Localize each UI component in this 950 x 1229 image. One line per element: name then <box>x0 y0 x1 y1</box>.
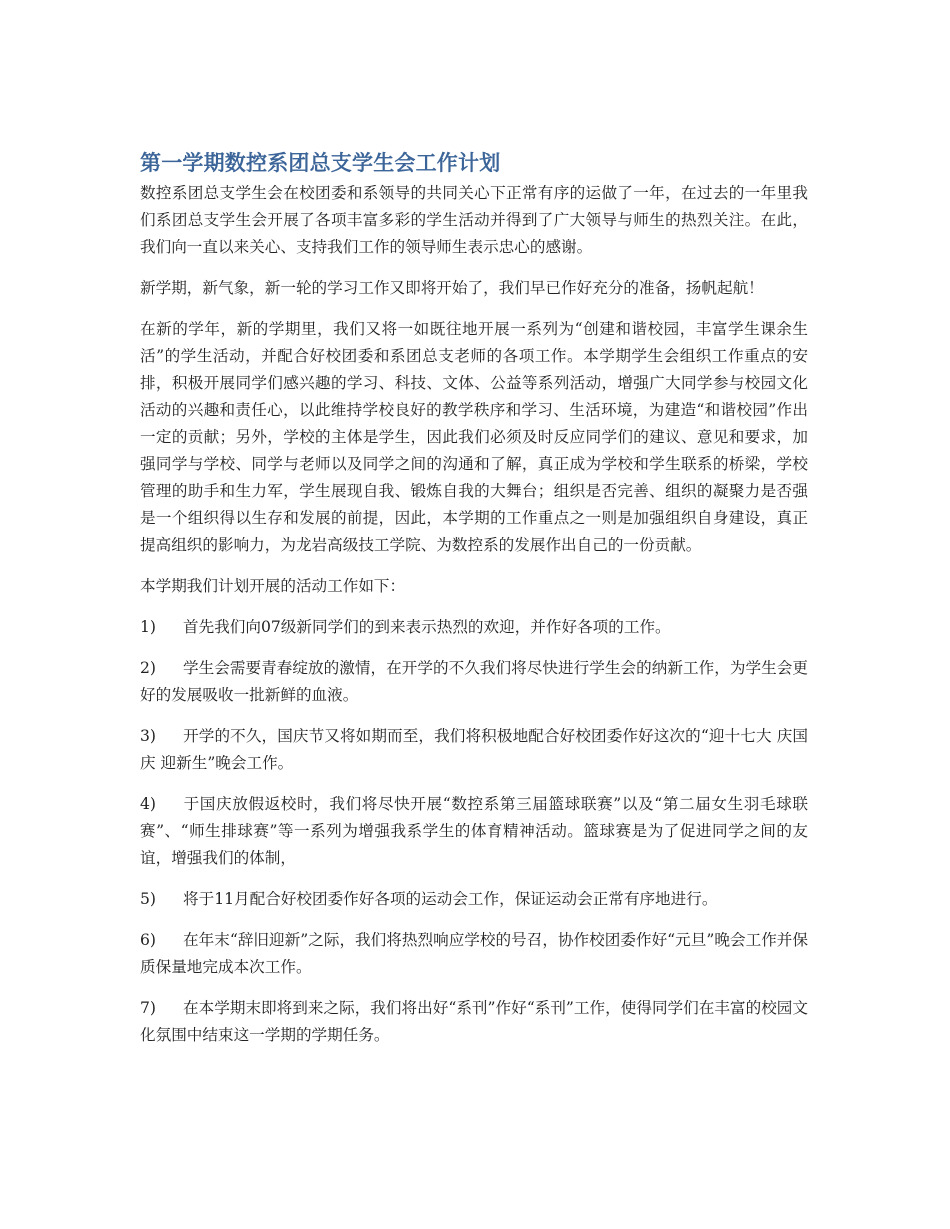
list-item <box>140 995 808 1049</box>
list-item <box>140 723 808 777</box>
list-item-number: 6) <box>140 931 157 949</box>
activity-list-intro: 本学期我们计划开展的活动工作如下： <box>140 577 406 595</box>
list-item-number: 7) <box>140 999 157 1017</box>
list-item-number: 3) <box>140 727 157 745</box>
list-item-number: 2) <box>140 659 157 677</box>
list-item-text: 于国庆放假返校时，我们将尽快开展“数控系第三届篮球联赛”以及“第二届女生羽毛球联赛”、“师生排球赛”等一系列为增强我系学生的体育精神活动。篮球赛是为了促进同学之间的友谊，增强我们的体制， <box>140 795 808 867</box>
list-item <box>140 886 808 913</box>
intro-paragraph: 数控系团总支学生会在校团委和系领导的共同关心下正常有序的运做了一年，在过去的一年里我们系团总支学生会开展了各项丰富多彩的学生活动并得到了广大领导与师生的热烈关注。在此，我们向一直以来关心、支持我们工作的领导师生表示忠心的感谢。 <box>140 184 808 256</box>
list-item <box>140 655 808 709</box>
list-item-text: 在年末“辞旧迎新”之际，我们将热烈响应学校的号召，协作校团委作好“元旦”晚会工作并保质保量地完成本次工作。 <box>140 931 808 976</box>
list-item-text: 将于11月配合好校团委作好各项的运动会工作，保证运动会正常有序地进行。 <box>183 890 718 908</box>
list-item-text: 开学的不久，国庆节又将如期而至，我们将积极地配合好校团委作好这次的“迎十七大 庆国庆 迎新生”晚会工作。 <box>140 727 808 772</box>
list-item <box>140 791 808 872</box>
list-item-text: 学生会需要青春绽放的激情，在开学的不久我们将尽快进行学生会的纳新工作，为学生会更好的发展吸收一批新鲜的血液。 <box>140 659 808 704</box>
list-item-text: 在本学期末即将到来之际，我们将出好“系刊”作好“系刊”工作，使得同学们在丰富的校园文化氛围中结束这一学期的学期任务。 <box>140 999 808 1044</box>
list-item <box>140 614 808 641</box>
new-semester-paragraph: 新学期，新气象，新一轮的学习工作又即将开始了，我们早已作好充分的准备，扬帆起航！ <box>140 279 764 297</box>
list-item-number: 1) <box>140 618 157 636</box>
list-item-number: 4) <box>140 795 157 813</box>
list-item-number: 5) <box>140 890 157 908</box>
document-page <box>140 148 808 1063</box>
document-title: 第一学期数控系团总支学生会工作计划 <box>140 151 501 175</box>
plan-overview-paragraph: 在新的学年，新的学期里，我们又将一如既往地开展一系列为“创建和谐校园，丰富学生课余生活”的学生活动，并配合好校团委和系团总支老师的各项工作。本学期学生会组织工作重点的安排，积极开展同学们感兴趣的学习、科技、文体、公益等系列活动，增强广大同学参与校园文化活动的兴趣和责任心，以此维持学校良好的教学秩序和学习、生活环境，为建造“和谐校园”作出一定的贡献；另外，学校的主体是学生，因此我们必须及时反应同学们的建议、意见和要求，加强同学与学校、同学与老师以及同学之间的沟通和了解，真正成为学校和学生联系的桥梁，学校管理的助手和生力军，学生展现自我、锻炼自我的大舞台；组织是否完善、组织的凝聚力是否强是一个组织得以生存和发展的前提，因此，本学期的工作重点之一则是加强组织自身建设，真正提高组织的影响力，为龙岩高级技工学院、为数控系的发展作出自己的一份贡献。 <box>140 320 808 554</box>
list-item <box>140 927 808 981</box>
list-item-text: 首先我们向07级新同学们的到来表示热烈的欢迎，并作好各项的工作。 <box>183 618 671 636</box>
